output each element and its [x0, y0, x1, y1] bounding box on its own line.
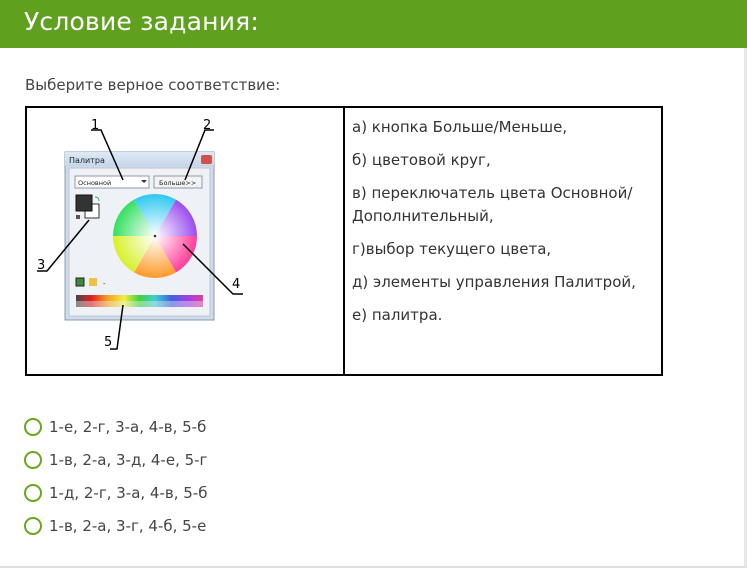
option-label: 1-в, 2-а, 3-г, 4-б, 5-е [49, 517, 207, 535]
callout-5: 5 [104, 335, 113, 350]
separator-dash: - [103, 280, 106, 288]
dropdown-value: Основной [78, 179, 112, 187]
answer-f: е) палитра. [352, 306, 443, 324]
option-4[interactable] [24, 515, 207, 537]
answer-c: в) переключатель цвета Основной/Дополнительный, [352, 184, 633, 225]
option-2[interactable] [24, 449, 207, 471]
answer-b: б) цветовой круг, [352, 151, 491, 169]
option-1[interactable] [24, 416, 207, 438]
callout-4: 4 [232, 277, 241, 292]
task-table [25, 106, 663, 376]
color-wheel[interactable] [113, 194, 197, 278]
page-title: Условие задания: [24, 7, 260, 36]
option-3[interactable] [24, 482, 207, 504]
question-prompt: Выберите верное соответствие: [25, 76, 281, 94]
option-label: 1-д, 2-г, 3-а, 4-в, 5-б [49, 484, 208, 502]
callout-1: 1 [91, 118, 100, 133]
palette-window [65, 152, 214, 320]
answers-list [352, 116, 657, 337]
palette-illustration [27, 108, 343, 374]
palette-figure [27, 108, 343, 374]
table-divider [343, 108, 345, 374]
callout-3: 3 [37, 258, 46, 273]
close-icon [201, 155, 212, 164]
answer-options [24, 416, 207, 548]
palette-strip[interactable] [76, 295, 203, 301]
option-label: 1-е, 2-г, 3-а, 4-в, 5-б [49, 418, 207, 436]
palette-icon[interactable] [76, 278, 84, 286]
radio-button[interactable] [24, 484, 42, 502]
primary-color-swatch[interactable] [76, 195, 92, 211]
more-button-label: Больше>> [159, 179, 197, 187]
folder-icon[interactable] [89, 278, 97, 286]
answer-d: г)выбор текущего цвета, [352, 240, 552, 258]
answer-a: а) кнопка Больше/Меньше, [352, 118, 568, 136]
radio-button[interactable] [24, 451, 42, 469]
palette-window-title: Палитра [69, 156, 105, 165]
radio-button[interactable] [24, 418, 42, 436]
header-bar [0, 0, 747, 48]
option-label: 1-в, 2-а, 3-д, 4-е, 5-г [49, 451, 208, 469]
callout-2: 2 [203, 118, 212, 133]
answer-e: д) элементы управления Палитрой, [352, 273, 636, 291]
radio-button[interactable] [24, 517, 42, 535]
reset-colors-icon[interactable] [76, 215, 80, 219]
